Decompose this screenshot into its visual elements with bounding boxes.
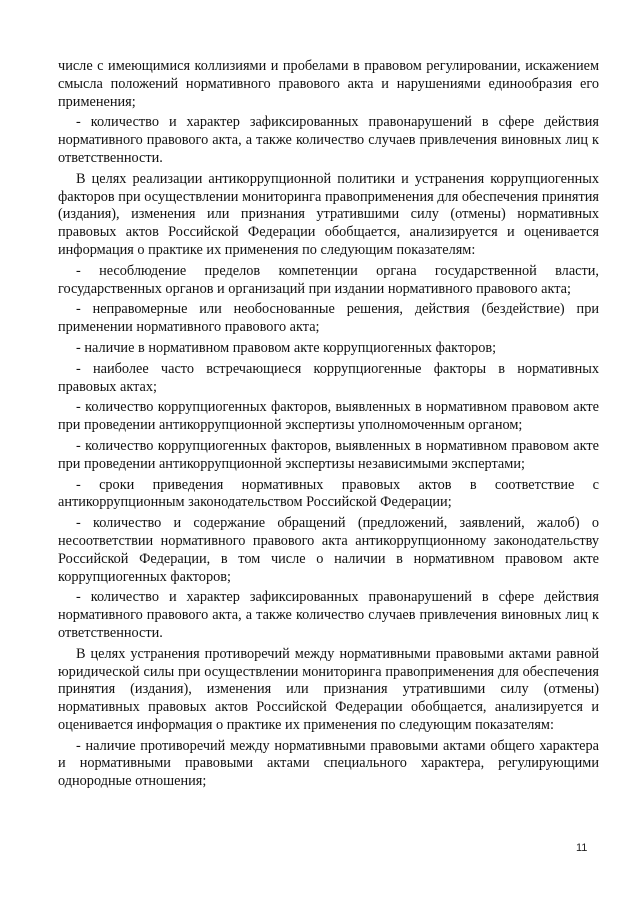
paragraph: В целях реализации антикоррупционной политики и устранения коррупциогенных факторов при осуществлении мониторинга правоприменения для обеспечения принятия (издания), изменения или признания утратившими силу (отмены) нормативных правовых актов Российской Федерации обобщается, анализируется и оценивается информация о практике их применения по следующим показателям: — [58, 170, 599, 258]
list-item: - наиболее часто встречающиеся коррупциогенные факторы в нормативных правовых актах; — [58, 360, 599, 395]
list-item: - количество и характер зафиксированных правонарушений в сфере действия нормативного правового акта, а также количество случаев привлечения виновных лиц к ответственности. — [58, 114, 599, 166]
list-item: - наличие в нормативном правовом акте коррупциогенных факторов; — [76, 339, 497, 356]
page-number: 11 — [576, 842, 588, 854]
list-item: - количество коррупциогенных факторов, выявленных в нормативном правовом акте при проведении антикоррупционной экспертизы уполномоченным органом; — [58, 399, 599, 434]
list-item: - несоблюдение пределов компетенции органа государственной власти, государственных органов и организаций при издании нормативного правового акта; — [58, 262, 599, 297]
paragraph: В целях устранения противоречий между нормативными правовыми актами равной юридической силы при осуществлении мониторинга правоприменения для обеспечения принятия (издания), изменения или признания утратившими силу (отмены) нормативных правовых актов Российской Федерации обобщается, анализируется и оценивается информация о практике их применения по следующим показателям: — [58, 645, 599, 733]
paragraph-continuation: числе с имеющимися коллизиями и пробелами в правовом регулировании, искажением смысла положений нормативного правового акта и нарушениями единообразия его применения; — [58, 58, 599, 110]
list-item: - наличие противоречий между нормативными правовыми актами общего характера и нормативными правовыми актами специального характера, регулирующими однородные отношения; — [58, 737, 599, 790]
list-item: - количество и содержание обращений (предложений, заявлений, жалоб) о несоответствии нормативного правового акта антикоррупционному законодательству Российской Федерации, в том числе о наличии в нормативном правовом акте коррупциогенных факторов; — [58, 515, 599, 585]
list-item: - неправомерные или необоснованные решения, действия (бездействие) при применении нормативного правового акта; — [58, 301, 599, 336]
document-body — [58, 58, 599, 791]
list-item: - количество и характер зафиксированных правонарушений в сфере действия нормативного правового акта, а также количество случаев привлечения виновных лиц к ответственности. — [58, 589, 599, 641]
list-item: - количество коррупциогенных факторов, выявленных в нормативном правовом акте при проведении антикоррупционной экспертизы независимыми экспертами; — [58, 437, 599, 472]
list-item: - сроки приведения нормативных правовых актов в соответствие с антикоррупционным законодательством Российской Федерации; — [58, 476, 599, 511]
